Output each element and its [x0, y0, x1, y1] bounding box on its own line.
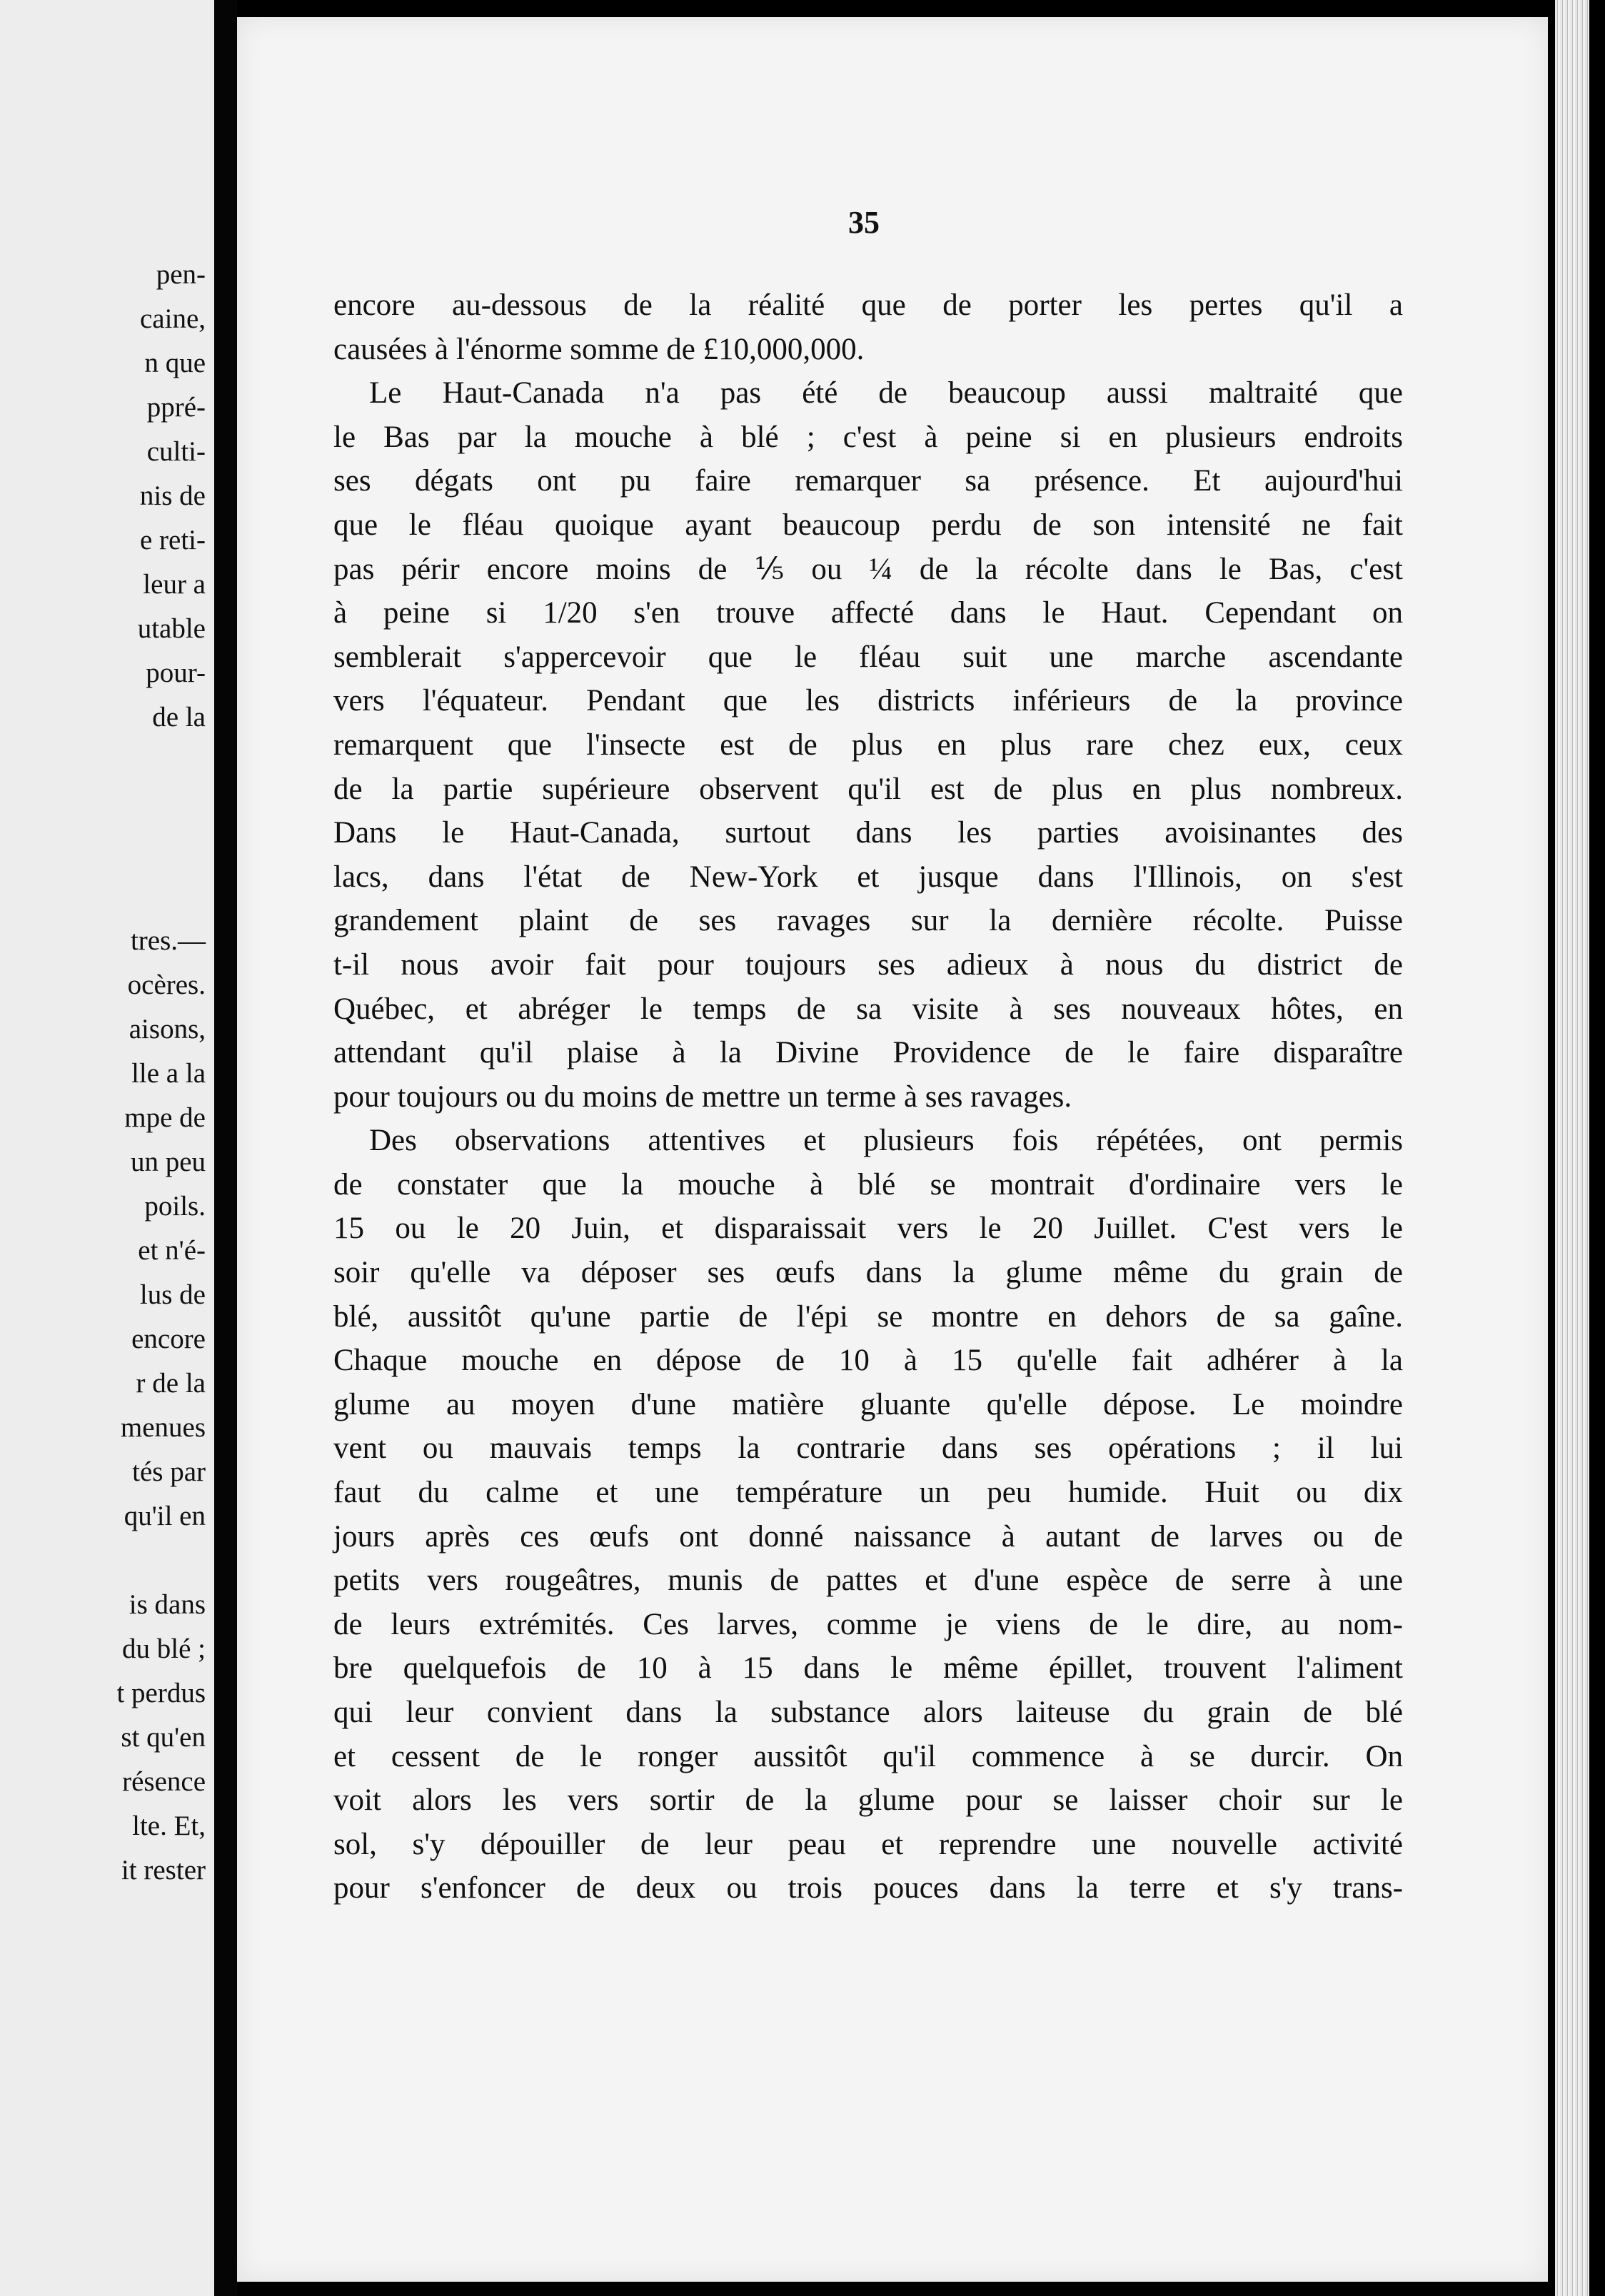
- text-line: pour s'enfoncer de deux ou trois pouces dans la terre et s'y trans-: [333, 1871, 1403, 1905]
- facing-page-line: utable: [137, 613, 206, 644]
- facing-page-line: qu'il en: [124, 1501, 206, 1531]
- facing-page-line: nis de: [139, 480, 206, 511]
- facing-page-line: tres.—: [130, 925, 206, 956]
- facing-page-line: leur a: [143, 569, 206, 600]
- text-line: Dans le Haut-Canada, surtout dans les parties avoisinantes des: [333, 816, 1403, 850]
- book-page: [237, 17, 1548, 2282]
- text-line: de la partie supérieure observent qu'il est de plus en plus nombreux.: [333, 772, 1403, 806]
- facing-page-line: caine,: [139, 303, 206, 334]
- text-line: sol, s'y dépouiller de leur peau et reprendre une nouvelle activité: [333, 1827, 1403, 1861]
- facing-page-line: tés par: [132, 1456, 206, 1487]
- page-stack-edge: [1555, 0, 1589, 2296]
- facing-page-line: poils.: [144, 1191, 206, 1222]
- facing-page-line: du blé ;: [122, 1633, 206, 1664]
- book-gutter: [214, 0, 237, 2296]
- text-line: lacs, dans l'état de New-York et jusque dans l'Illinois, on s'est: [333, 860, 1403, 894]
- facing-page-line: it rester: [121, 1855, 206, 1885]
- page-body: [333, 283, 1403, 1910]
- text-line: pas périr encore moins de ⅕ ou ¼ de la récolte dans le Bas, c'est: [333, 552, 1403, 586]
- facing-page-line: lte. Et,: [132, 1811, 206, 1841]
- facing-page-line: mpe de: [124, 1102, 206, 1133]
- text-line: t-il nous avoir fait pour toujours ses adieux à nous du district de: [333, 947, 1403, 982]
- text-line: voit alors les vers sortir de la glume pour se laisser choir sur le: [333, 1783, 1403, 1818]
- facing-page-line: lle a la: [131, 1058, 206, 1089]
- text-line: de leurs extrémités. Ces larves, comme je viens de le dire, au nom-: [333, 1607, 1403, 1641]
- text-line: causées à l'énorme somme de £10,000,000.: [333, 332, 865, 366]
- facing-page-line: aisons,: [129, 1014, 206, 1044]
- facing-page-line: lus de: [139, 1279, 206, 1310]
- facing-page-text: [0, 0, 214, 2296]
- text-line: grandement plaint de ses ravages sur la dernière récolte. Puisse: [333, 904, 1403, 938]
- facing-page-line: ppré-: [146, 392, 206, 423]
- facing-page: [0, 0, 214, 2296]
- text-line: vent ou mauvais temps la contrarie dans ses opérations ; il lui: [333, 1431, 1403, 1466]
- facing-page-line: encore: [131, 1324, 206, 1354]
- facing-page-line: st qu'en: [121, 1722, 206, 1753]
- facing-page-line: résence: [122, 1766, 206, 1797]
- text-line: jours après ces œufs ont donné naissance à autant de larves ou de: [333, 1519, 1403, 1554]
- text-line: Chaque mouche en dépose de 10 à 15 qu'elle fait adhérer à la: [333, 1344, 1403, 1378]
- text-line: Le Haut-Canada n'a pas été de beaucoup aussi maltraité que: [369, 376, 1403, 411]
- facing-page-line: r de la: [136, 1368, 206, 1399]
- text-line: et cessent de le ronger aussitôt qu'il commence à se durcir. On: [333, 1739, 1403, 1773]
- text-line: glume au moyen d'une matière gluante qu'elle dépose. Le moindre: [333, 1387, 1403, 1421]
- page-number: 35: [848, 205, 880, 240]
- facing-page-line: menues: [120, 1412, 206, 1443]
- facing-page-line: de la: [152, 702, 206, 732]
- text-line: qui leur convient dans la substance alors laiteuse du grain de blé: [333, 1696, 1403, 1729]
- facing-page-line: n que: [144, 348, 206, 378]
- text-line: faut du calme et une température un peu humide. Huit ou dix: [333, 1476, 1403, 1510]
- facing-page-line: culti-: [146, 436, 206, 467]
- text-line: blé, aussitôt qu'une partie de l'épi se montre en dehors de sa gaîne.: [333, 1299, 1403, 1334]
- facing-page-line: pen-: [156, 259, 206, 290]
- scan-border: [1589, 0, 1605, 2296]
- facing-page-line: et n'é-: [138, 1235, 206, 1266]
- text-line: à peine si 1/20 s'en trouve affecté dans le Haut. Cependant on: [333, 596, 1403, 630]
- text-line: 15 ou le 20 Juin, et disparaissait vers le 20 Juillet. C'est vers le: [333, 1212, 1403, 1246]
- facing-page-line: t perdus: [116, 1678, 206, 1708]
- text-line: ses dégats ont pu faire remarquer sa présence. Et aujourd'hui: [333, 464, 1403, 498]
- text-line: vers l'équateur. Pendant que les districts inférieurs de la province: [333, 684, 1403, 718]
- text-line: Des observations attentives et plusieurs fois répétées, ont permis: [369, 1124, 1403, 1158]
- text-line: soir qu'elle va déposer ses œufs dans la glume même du grain de: [333, 1256, 1403, 1290]
- text-line: le Bas par la mouche à blé ; c'est à peine si en plusieurs endroits: [333, 420, 1403, 454]
- text-line: pour toujours ou du moins de mettre un terme à ses ravages.: [333, 1079, 1072, 1114]
- facing-page-line: pour-: [146, 658, 206, 688]
- text-line: bre quelquefois de 10 à 15 dans le même épillet, trouvent l'aliment: [333, 1651, 1403, 1686]
- facing-page-line: is dans: [129, 1589, 206, 1620]
- text-line: attendant qu'il plaise à la Divine Providence de le faire disparaître: [333, 1036, 1403, 1070]
- text-line: remarquent que l'insecte est de plus en plus rare chez eux, ceux: [333, 727, 1403, 762]
- facing-page-line: ocères.: [127, 970, 206, 1000]
- text-line: petits vers rougeâtres, munis de pattes et d'une espèce de serre à une: [333, 1564, 1403, 1598]
- text-line: que le fléau quoique ayant beaucoup perdu de son intensité ne fait: [333, 508, 1403, 542]
- text-line: semblerait s'appercevoir que le fléau suit une marche ascendante: [333, 640, 1403, 674]
- facing-page-line: e reti-: [139, 525, 206, 555]
- text-line: de constater que la mouche à blé se montrait d'ordinaire vers le: [333, 1167, 1403, 1202]
- text-line: encore au-dessous de la réalité que de porter les pertes qu'il a: [333, 288, 1403, 322]
- text-line: Québec, et abréger le temps de sa visite à ses nouveaux hôtes, en: [333, 992, 1403, 1026]
- facing-page-line: un peu: [130, 1147, 206, 1177]
